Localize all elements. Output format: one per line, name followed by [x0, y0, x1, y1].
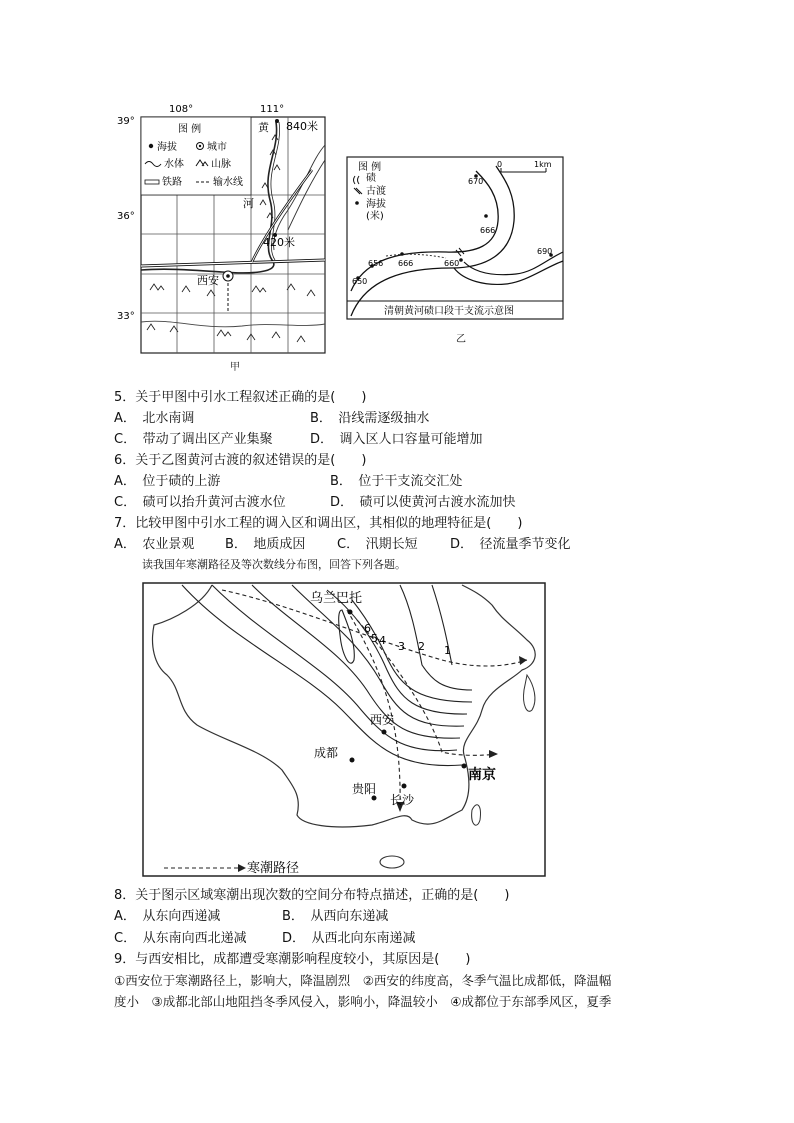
city-changsha: 长沙 — [390, 793, 415, 807]
city-nanjing: 南京 — [468, 767, 496, 783]
jia-river-label-1: 黄 — [258, 121, 269, 134]
yi-elev-650: 650 — [352, 277, 368, 286]
isoline-label-2: 2 — [418, 640, 425, 653]
map-jia-caption: 甲 — [230, 362, 240, 373]
q5-stem: 5．关于甲图中引水工程叙述正确的是( ) — [114, 390, 367, 405]
q8-stem: 8．关于图示区域寒潮出现次数的空间分布特点描述，正确的是( ) — [114, 888, 510, 903]
map-yi-caption: 乙 — [456, 334, 466, 345]
section-intro: 读我国年寒潮路径及等次数线分布图，回答下列各题。 — [142, 558, 406, 571]
q5-option-c: C． 带动了调出区产业集聚 — [114, 432, 273, 447]
yi-elev-660: 660 — [444, 259, 460, 268]
yi-legend-title: 图 例 — [358, 162, 382, 173]
yi-legend-ferry: 古渡 — [366, 186, 386, 197]
yi-title: 清朝黄河碛口段干支流示意图 — [384, 306, 514, 317]
q7-option-d: D． 径流量季节变化 — [450, 537, 571, 552]
q6-stem: 6．关于乙图黄河古渡的叙述错误的是( ) — [114, 453, 367, 468]
yi-legend-elev: 海拔 — [366, 199, 386, 210]
q7-option-c: C． 汛期长短 — [337, 537, 418, 552]
yi-legend-qi: 碛 — [366, 173, 376, 184]
jia-city-xian: 西安 — [197, 274, 219, 287]
jia-legend-rail: 铁路 — [162, 177, 182, 188]
q9-line-1: ①西安位于寒潮路径上，影响大，降温剧烈 ②西安的纬度高，冬季气温比成都低，降温幅 — [114, 973, 612, 988]
isoline-label-4: 4 — [379, 634, 386, 647]
jia-river-label-2: 河 — [243, 197, 254, 210]
q9-stem: 9．与西安相比，成都遭受寒潮影响程度较小，其原因是( ) — [114, 952, 471, 967]
q5-option-d: D． 调入区人口容量可能增加 — [310, 432, 483, 447]
yi-elev-670: 670 — [468, 177, 484, 186]
q8-option-d: D． 从西北向东南递减 — [282, 931, 416, 946]
q7-option-a: A． 农业景观 — [114, 537, 195, 552]
q5-option-b: B． 沿线需逐级抽水 — [310, 411, 430, 426]
cold-legend-label: 寒潮路径 — [247, 861, 300, 876]
lat-label-39: 39° — [117, 116, 135, 127]
city-xian: 西安 — [370, 713, 395, 727]
lat-label-33: 33° — [117, 311, 135, 322]
jia-legend-pipeline: 输水线 — [213, 177, 243, 188]
q6-option-c: C． 碛可以抬升黄河古渡水位 — [114, 495, 286, 510]
q9-line-2: 度小 ③成都北部山地阻挡冬季风侵入，影响小，降温较小 ④成都位于东部季风区，夏季 — [114, 994, 612, 1009]
q7-option-b: B． 地质成因 — [225, 537, 306, 552]
lon-label-111: 111° — [260, 104, 285, 115]
q5-option-a: A． 北水南调 — [114, 411, 195, 426]
q6-option-b: B． 位于干支流交汇处 — [330, 474, 463, 489]
isoline-label-1: 1 — [444, 644, 451, 657]
jia-legend-mountain: 山脉 — [211, 159, 231, 170]
yi-elev-656: 656 — [368, 259, 384, 268]
q7-stem: 7．比较甲图中引水工程的调入区和调出区，其相似的地理特征是( ) — [114, 516, 523, 531]
map-yi — [346, 156, 566, 326]
city-chengdu: 成都 — [314, 746, 339, 760]
isoline-label-6: 6 — [364, 622, 371, 635]
jia-legend-water: 水体 — [164, 159, 184, 170]
isoline-label-3: 3 — [398, 640, 405, 653]
q8-option-b: B． 从西向东递减 — [282, 909, 389, 924]
yi-elev-666b: 666 — [398, 259, 414, 268]
jia-legend-city: 城市 — [207, 142, 227, 153]
q8-option-c: C． 从东南向西北递减 — [114, 931, 247, 946]
city-guiyang: 贵阳 — [352, 782, 377, 796]
yi-scale-zero: 0 — [497, 160, 503, 169]
yi-scale-km: 1km — [534, 160, 552, 169]
yi-elev-690: 690 — [537, 247, 553, 256]
jia-legend-elev: 海拔 — [157, 142, 177, 153]
map-cold-wave — [142, 580, 547, 878]
jia-legend-title: 图 例 — [178, 124, 202, 135]
isoline-label-5: 5 — [371, 632, 378, 645]
q6-option-a: A． 位于碛的上游 — [114, 474, 221, 489]
jia-elev-mid: 420米 — [263, 236, 295, 249]
map-jia — [112, 100, 347, 372]
q8-option-a: A． 从东向西递减 — [114, 909, 221, 924]
lat-label-36: 36° — [117, 211, 135, 222]
lon-label-108: 108° — [169, 104, 194, 115]
map-yi-frame — [347, 157, 563, 319]
city-ulaanbaatar: 乌兰巴托 — [310, 591, 363, 606]
yi-elev-666a: 666 — [480, 226, 496, 235]
q6-option-d: D． 碛可以使黄河古渡水流加快 — [330, 495, 516, 510]
jia-elev-top: 840米 — [286, 120, 318, 133]
yi-legend-unit: (米) — [366, 211, 384, 222]
